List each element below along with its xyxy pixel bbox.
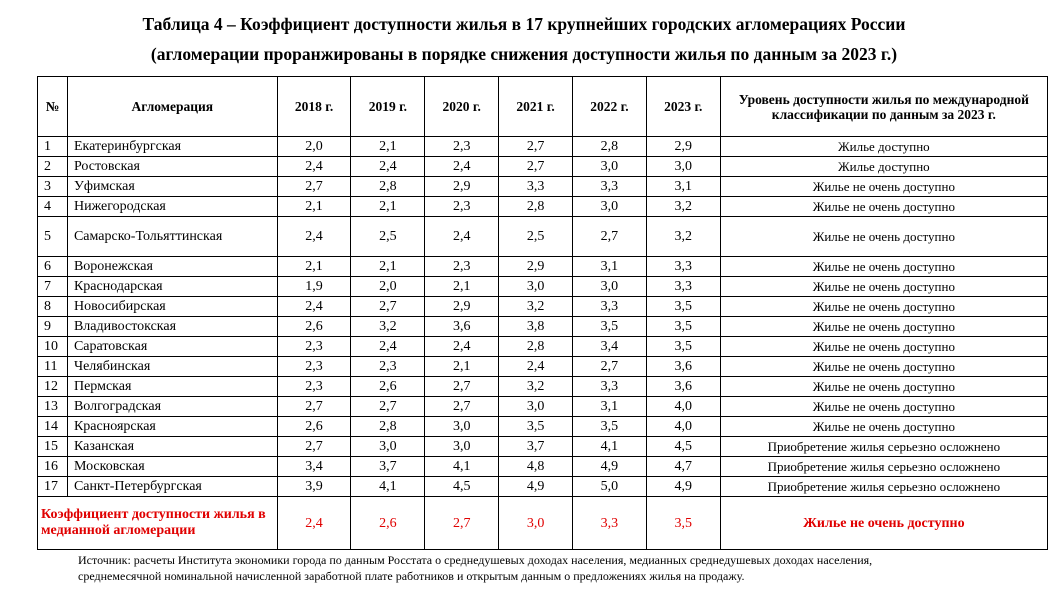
row-number: 11 (38, 357, 68, 377)
value-2020: 2,4 (425, 337, 499, 357)
header-row (38, 77, 1048, 137)
value-2021: 3,7 (499, 437, 573, 457)
row-number: 16 (38, 457, 68, 477)
value-2019: 2,8 (351, 417, 425, 437)
value-2018: 3,4 (277, 457, 351, 477)
row-number: 8 (38, 297, 68, 317)
value-2018: 2,1 (277, 197, 351, 217)
value-2022: 3,1 (573, 257, 647, 277)
value-2019: 2,4 (351, 337, 425, 357)
table-subtitle: (агломерации проранжированы в порядке снижения доступности жилья по данным за 2023 г.) (150, 44, 898, 64)
value-2018: 2,6 (277, 417, 351, 437)
row-number: 10 (38, 337, 68, 357)
value-2019: 2,1 (351, 137, 425, 157)
agglomeration-name: Нижегородская (67, 197, 277, 217)
value-2023: 3,5 (646, 337, 720, 357)
value-2018: 2,3 (277, 357, 351, 377)
agglomeration-name: Уфимская (67, 177, 277, 197)
table-row (38, 337, 1048, 357)
value-2018: 2,6 (277, 317, 351, 337)
source-note (78, 552, 1018, 584)
affordability-level: Жилье не очень доступно (720, 197, 1047, 217)
affordability-level: Жилье не очень доступно (720, 357, 1047, 377)
agglomeration-name: Екатеринбургская (67, 137, 277, 157)
agglomeration-name: Самарско-Тольяттинская (67, 217, 277, 257)
agglomeration-name: Волгоградская (67, 397, 277, 417)
value-2020: 3,6 (425, 317, 499, 337)
table-row (38, 177, 1048, 197)
header-2018: 2018 г. (277, 77, 351, 137)
row-number: 1 (38, 137, 68, 157)
value-2022: 5,0 (573, 477, 647, 497)
value-2023: 3,3 (646, 257, 720, 277)
value-2022: 3,0 (573, 157, 647, 177)
value-2018: 2,1 (277, 257, 351, 277)
value-2018: 2,3 (277, 377, 351, 397)
affordability-level: Приобретение жилья серьезно осложнено (720, 437, 1047, 457)
median-row (38, 497, 1048, 550)
table-row (38, 137, 1048, 157)
row-number: 17 (38, 477, 68, 497)
agglomeration-name: Красноярская (67, 417, 277, 437)
value-2022: 3,1 (573, 397, 647, 417)
value-2019: 4,1 (351, 477, 425, 497)
value-2018: 2,7 (277, 437, 351, 457)
affordability-level: Жилье не очень доступно (720, 417, 1047, 437)
value-2019: 2,5 (351, 217, 425, 257)
agglomeration-name: Ростовская (67, 157, 277, 177)
value-2018: 1,9 (277, 277, 351, 297)
table-row (38, 197, 1048, 217)
affordability-level: Приобретение жилья серьезно осложнено (720, 477, 1047, 497)
affordability-level: Жилье не очень доступно (720, 297, 1047, 317)
median-value-2018: 2,4 (277, 497, 351, 550)
value-2021: 2,8 (499, 337, 573, 357)
table-row (38, 317, 1048, 337)
header-2021: 2021 г. (499, 77, 573, 137)
value-2022: 4,1 (573, 437, 647, 457)
affordability-level: Жилье доступно (720, 137, 1047, 157)
value-2020: 2,4 (425, 157, 499, 177)
value-2023: 3,6 (646, 357, 720, 377)
value-2023: 3,0 (646, 157, 720, 177)
value-2020: 2,9 (425, 177, 499, 197)
agglomeration-name: Новосибирская (67, 297, 277, 317)
row-number: 5 (38, 217, 68, 257)
median-value-2022: 3,3 (573, 497, 647, 550)
value-2023: 2,9 (646, 137, 720, 157)
value-2023: 3,5 (646, 297, 720, 317)
value-2020: 3,0 (425, 437, 499, 457)
value-2021: 2,9 (499, 257, 573, 277)
value-2019: 2,7 (351, 397, 425, 417)
row-number: 9 (38, 317, 68, 337)
value-2022: 3,0 (573, 197, 647, 217)
value-2023: 3,5 (646, 317, 720, 337)
table-row (38, 257, 1048, 277)
row-number: 14 (38, 417, 68, 437)
value-2020: 4,1 (425, 457, 499, 477)
value-2020: 2,3 (425, 137, 499, 157)
header-level: Уровень доступности жилья по международной классификации по данным за 2023 г. (720, 77, 1047, 137)
header-2023: 2023 г. (646, 77, 720, 137)
value-2023: 4,5 (646, 437, 720, 457)
value-2021: 3,2 (499, 297, 573, 317)
table-row (38, 477, 1048, 497)
value-2022: 4,9 (573, 457, 647, 477)
source-line-1: Источник: расчеты Института экономики города по данным Росстата о среднедушевых доходах населения, медианных среднедушевых доходах населения, (78, 553, 873, 567)
value-2022: 2,8 (573, 137, 647, 157)
value-2023: 3,6 (646, 377, 720, 397)
value-2021: 2,7 (499, 137, 573, 157)
value-2020: 2,9 (425, 297, 499, 317)
median-level: Жилье не очень доступно (720, 497, 1047, 550)
value-2019: 2,3 (351, 357, 425, 377)
value-2021: 4,8 (499, 457, 573, 477)
source-line-2: среднемесячной номинальной начисленной заработной плате работников и открытым данным о предложениях жилья на продажу. (78, 569, 745, 583)
value-2022: 3,5 (573, 317, 647, 337)
table-row (38, 397, 1048, 417)
value-2019: 2,7 (351, 297, 425, 317)
row-number: 6 (38, 257, 68, 277)
agglomeration-name: Краснодарская (67, 277, 277, 297)
table-title: Таблица 4 – Коэффициент доступности жилья в 17 крупнейших городских агломерациях России (142, 14, 906, 34)
value-2020: 2,1 (425, 357, 499, 377)
value-2021: 2,8 (499, 197, 573, 217)
value-2020: 2,1 (425, 277, 499, 297)
row-number: 13 (38, 397, 68, 417)
value-2019: 3,2 (351, 317, 425, 337)
value-2022: 3,3 (573, 297, 647, 317)
table-row (38, 377, 1048, 397)
row-number: 2 (38, 157, 68, 177)
value-2019: 2,4 (351, 157, 425, 177)
affordability-table (37, 76, 1048, 550)
affordability-level: Жилье не очень доступно (720, 377, 1047, 397)
value-2020: 2,3 (425, 197, 499, 217)
value-2018: 2,3 (277, 337, 351, 357)
value-2023: 3,2 (646, 217, 720, 257)
row-number: 3 (38, 177, 68, 197)
value-2022: 3,0 (573, 277, 647, 297)
value-2019: 2,0 (351, 277, 425, 297)
median-value-2020: 2,7 (425, 497, 499, 550)
value-2018: 2,0 (277, 137, 351, 157)
value-2023: 4,0 (646, 417, 720, 437)
median-label: Коэффициент доступности жилья в медианной агломерации (38, 497, 278, 550)
affordability-level: Жилье не очень доступно (720, 277, 1047, 297)
value-2021: 3,0 (499, 277, 573, 297)
value-2023: 3,1 (646, 177, 720, 197)
table-row (38, 297, 1048, 317)
agglomeration-name: Пермская (67, 377, 277, 397)
value-2023: 4,9 (646, 477, 720, 497)
value-2018: 2,4 (277, 217, 351, 257)
agglomeration-name: Саратовская (67, 337, 277, 357)
value-2021: 3,5 (499, 417, 573, 437)
value-2022: 2,7 (573, 357, 647, 377)
value-2023: 3,3 (646, 277, 720, 297)
affordability-level: Жилье не очень доступно (720, 337, 1047, 357)
value-2018: 2,7 (277, 177, 351, 197)
table-row (38, 417, 1048, 437)
agglomeration-name: Санкт-Петербургская (67, 477, 277, 497)
value-2023: 3,2 (646, 197, 720, 217)
value-2021: 3,2 (499, 377, 573, 397)
affordability-level: Жилье не очень доступно (720, 217, 1047, 257)
value-2021: 2,5 (499, 217, 573, 257)
value-2021: 2,7 (499, 157, 573, 177)
value-2018: 2,7 (277, 397, 351, 417)
median-value-2021: 3,0 (499, 497, 573, 550)
value-2021: 3,8 (499, 317, 573, 337)
row-number: 4 (38, 197, 68, 217)
value-2018: 2,4 (277, 297, 351, 317)
agglomeration-name: Челябинская (67, 357, 277, 377)
table-row (38, 217, 1048, 257)
median-value-2019: 2,6 (351, 497, 425, 550)
agglomeration-name: Казанская (67, 437, 277, 457)
row-number: 12 (38, 377, 68, 397)
median-value-2023: 3,5 (646, 497, 720, 550)
affordability-level: Жилье доступно (720, 157, 1047, 177)
value-2021: 4,9 (499, 477, 573, 497)
header-2020: 2020 г. (425, 77, 499, 137)
value-2019: 3,7 (351, 457, 425, 477)
value-2021: 3,0 (499, 397, 573, 417)
value-2023: 4,7 (646, 457, 720, 477)
table-row (38, 457, 1048, 477)
table-row (38, 157, 1048, 177)
value-2020: 2,4 (425, 217, 499, 257)
value-2018: 2,4 (277, 157, 351, 177)
value-2019: 2,6 (351, 377, 425, 397)
value-2020: 2,7 (425, 397, 499, 417)
table-row (38, 357, 1048, 377)
row-number: 15 (38, 437, 68, 457)
value-2020: 2,7 (425, 377, 499, 397)
value-2022: 3,3 (573, 377, 647, 397)
affordability-level: Жилье не очень доступно (720, 397, 1047, 417)
agglomeration-name: Воронежская (67, 257, 277, 277)
value-2019: 2,1 (351, 257, 425, 277)
header-num: № (38, 77, 68, 137)
affordability-level: Жилье не очень доступно (720, 257, 1047, 277)
affordability-level: Жилье не очень доступно (720, 177, 1047, 197)
value-2020: 4,5 (425, 477, 499, 497)
agglomeration-name: Владивостокская (67, 317, 277, 337)
affordability-level: Жилье не очень доступно (720, 317, 1047, 337)
table-row (38, 437, 1048, 457)
value-2022: 2,7 (573, 217, 647, 257)
value-2018: 3,9 (277, 477, 351, 497)
table-row (38, 277, 1048, 297)
value-2023: 4,0 (646, 397, 720, 417)
agglomeration-name: Московская (67, 457, 277, 477)
value-2022: 3,3 (573, 177, 647, 197)
header-agglomeration: Агломерация (67, 77, 277, 137)
affordability-level: Приобретение жилья серьезно осложнено (720, 457, 1047, 477)
value-2021: 2,4 (499, 357, 573, 377)
value-2019: 3,0 (351, 437, 425, 457)
row-number: 7 (38, 277, 68, 297)
value-2022: 3,4 (573, 337, 647, 357)
value-2019: 2,1 (351, 197, 425, 217)
value-2021: 3,3 (499, 177, 573, 197)
value-2019: 2,8 (351, 177, 425, 197)
header-2019: 2019 г. (351, 77, 425, 137)
value-2022: 3,5 (573, 417, 647, 437)
value-2020: 2,3 (425, 257, 499, 277)
value-2020: 3,0 (425, 417, 499, 437)
header-2022: 2022 г. (573, 77, 647, 137)
